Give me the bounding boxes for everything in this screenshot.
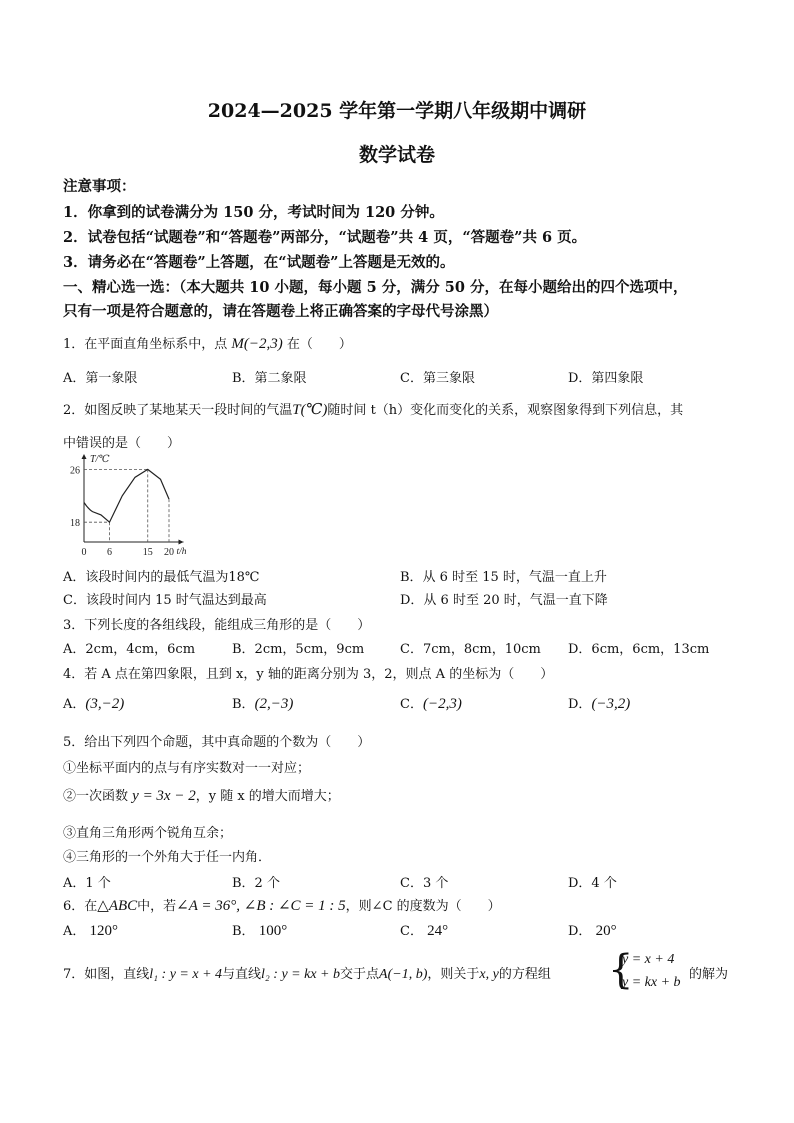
q5-option-b: B．2 个 bbox=[232, 876, 280, 891]
equation-system-brace: { bbox=[608, 947, 634, 993]
q3-option-d: D．6cm，6cm，13cm bbox=[568, 642, 710, 657]
question-1: 1．在平面直角坐标系中，点 M(−2,3) 在（ ） bbox=[63, 336, 352, 352]
note-item-1: 1．你拿到的试卷满分为 150 分，考试时间为 120 分钟。 bbox=[63, 204, 444, 221]
temperature-curve bbox=[84, 469, 169, 522]
q3-option-c: C．7cm，8cm，10cm bbox=[400, 642, 541, 657]
question-5: 5．给出下列四个命题，其中真命题的个数为（ ） bbox=[63, 735, 371, 750]
x-tick-label-0: 0 bbox=[81, 547, 87, 558]
notes-heading: 注意事项： bbox=[63, 178, 136, 195]
q5-statement-3: ③直角三角形两个锐角互余； bbox=[63, 826, 233, 841]
q5-statement-1: ①坐标平面内的点与有序实数对一一对应； bbox=[63, 761, 311, 776]
q2-option-a: A．该段时间内的最低气温为18℃ bbox=[63, 570, 260, 585]
question-7: 7．如图，直线l₁ : y = x + 4与直线l₂ : y = kx + b交于点A(−1, b)，则关于x, y的方程组 bbox=[63, 967, 551, 982]
q5-option-c: C．3 个 bbox=[400, 876, 449, 891]
q3-option-b: B．2cm，5cm，9cm bbox=[232, 642, 365, 657]
q1-option-c: C．第三象限 bbox=[400, 371, 475, 386]
q6-option-d: D． 20° bbox=[568, 923, 617, 939]
q1-option-d: D．第四象限 bbox=[568, 371, 644, 386]
question-6: 6．在△ABC中，若∠A = 36°, ∠B : ∠C = 1 : 5，则∠C 的度数为（ ） bbox=[63, 898, 501, 914]
x-tick-label-15: 15 bbox=[142, 547, 153, 558]
y-axis-label: T/℃ bbox=[90, 454, 110, 465]
q1-option-a: A．第一象限 bbox=[63, 371, 138, 386]
x-axis-label: t/h bbox=[176, 547, 187, 557]
q2-option-c: C．该段时间内 15 时气温达到最高 bbox=[63, 593, 267, 608]
q2-option-b: B．从 6 时至 15 时，气温一直上升 bbox=[400, 570, 607, 585]
y-tick-label-26: 26 bbox=[70, 465, 80, 477]
question-7-tail: 的解为 bbox=[689, 967, 729, 982]
q6-option-b: B． 100° bbox=[232, 923, 288, 939]
q4-option-d: D．(−3,2) bbox=[568, 696, 631, 712]
section-heading-line1: 一、精心选一选：（本大题共 10 小题，每小题 5 分，满分 50 分，在每小题给出的四个选项中， bbox=[63, 279, 688, 296]
q6-option-a: A． 120° bbox=[63, 923, 119, 939]
q5-option-d: D．4 个 bbox=[568, 876, 617, 891]
q5-option-a: A．1 个 bbox=[63, 876, 111, 891]
exam-subtitle: 数学试卷 bbox=[358, 144, 435, 166]
question-2-line1: 2．如图反映了某地某天一段时间的气温T(℃)随时间 t（h）变化而变化的关系，观察图象得到下列信息，其 bbox=[63, 402, 684, 418]
temperature-symbol: T(℃) bbox=[292, 402, 328, 418]
q3-option-a: A．2cm，4cm，6cm bbox=[63, 642, 196, 657]
x-tick-label-20: 20 bbox=[164, 547, 174, 558]
q1-option-b: B．第二象限 bbox=[232, 371, 307, 386]
question-2-line2: 中错误的是（ ） bbox=[63, 436, 181, 451]
x-axis-arrow bbox=[179, 540, 184, 545]
section-heading-line2: 只有一项是符合题意的，请在答题卷上将正确答案的字母代号涂黑） bbox=[63, 303, 498, 320]
exam-title: 2024—2025 学年第一学期八年级期中调研 bbox=[207, 100, 587, 122]
note-item-3: 3．请务必在“答题卷”上答题，在“试题卷”上答题是无效的。 bbox=[63, 254, 455, 271]
q6-option-c: C． 24° bbox=[400, 923, 449, 939]
q2-option-d: D．从 6 时至 20 时，气温一直下降 bbox=[400, 593, 608, 608]
note-item-2: 2．试卷包括“试题卷”和“答题卷”两部分，“试题卷”共 4 页，“答题卷”共 6 页。 bbox=[63, 229, 587, 246]
question-3: 3．下列长度的各组线段，能组成三角形的是（ ） bbox=[63, 618, 371, 633]
y-tick-label-18: 18 bbox=[70, 518, 80, 530]
question-4: 4．若 A 点在第四象限，且到 x，y 轴的距离分别为 3，2，则点 A 的坐标为（ ） bbox=[63, 667, 554, 682]
temperature-chart bbox=[62, 450, 202, 560]
q4-option-b: B．(2,−3) bbox=[232, 696, 294, 712]
q5-statement-2: ②一次函数 y = 3x − 2，y 随 x 的增大而增大； bbox=[63, 788, 340, 804]
x-tick-label-6: 6 bbox=[107, 547, 112, 558]
system-equation-1: y = x + 4 bbox=[622, 952, 675, 967]
y-axis-arrow bbox=[82, 454, 87, 459]
system-equation-2: y = kx + b bbox=[622, 975, 681, 990]
q4-option-a: A．(3,−2) bbox=[63, 696, 125, 712]
point-m-math: M(−2,3) bbox=[231, 336, 283, 352]
q4-option-c: C．(−2,3) bbox=[400, 696, 462, 712]
q5-statement-4: ④三角形的一个外角大于任一内角． bbox=[63, 850, 272, 865]
